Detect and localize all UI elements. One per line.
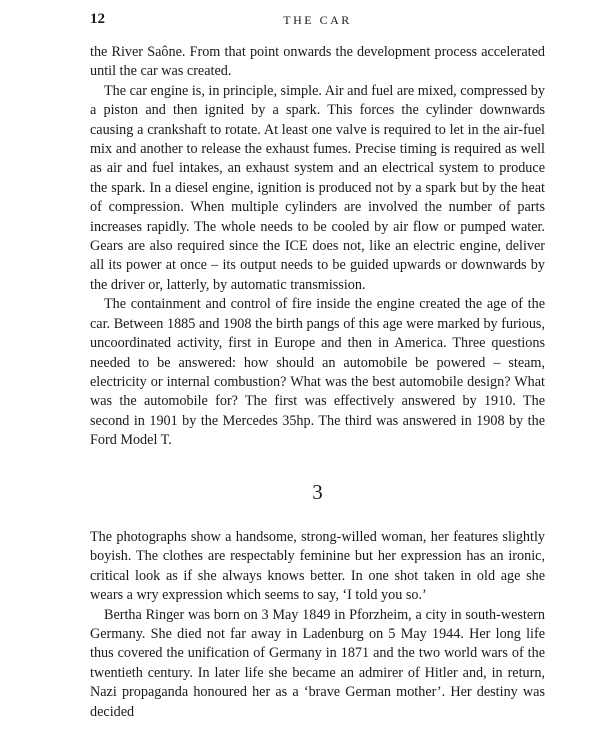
section-one-text	[90, 43, 545, 451]
paragraph: the River Saône. From that point onwards the development process accelerated until the car was created.	[90, 44, 545, 80]
page-header	[90, 11, 545, 31]
running-head: THE CAR	[283, 13, 352, 27]
page-number: 12	[90, 11, 105, 27]
section-number: 3	[312, 480, 323, 504]
paragraph: The containment and control of fire inside the engine created the age of the car. Between 1885 and 1908 the birth pangs of this age were marked by furious, uncoordinated activity, first in Europe and then in America. Three questions needed to be answered: how should an automobile be powered – steam, electricity or internal combustion? What was the best automobile design? What was the automobile for? The first was effectively answered by 1910. The second in 1901 by the Mercedes 35hp. The third was answered in 1908 by the Ford Model T.	[90, 296, 545, 449]
paragraph: The car engine is, in principle, simple. Air and fuel are mixed, compressed by a piston and then ignited by a spark. This forces the cylinder downwards causing a crankshaft to rotate. At least one valve is required to let in the air-fuel mix and another to release the exhaust fumes. Precise timing is required as well as air and fuel intakes, an exhaust system and an electrical system to produce the spark. In a diesel engine, ignition is produced not by a spark but by the heat of compression. When multiple cylinders are involved the number of parts increases rapidly. The whole needs to be cooled by air flow or pumped water. Gears are also required since the ICE does not, like an electric engine, deliver all its power at once – its output needs to be guided upwards or downwards by the driver or, latterly, by automatic transmission.	[90, 82, 545, 293]
paragraph: Bertha Ringer was born on 3 May 1849 in Pforzheim, a city in south-western Germany. She died not far away in Ladenburg on 5 May 1944. Her long life thus covered the unification of Germany in 1871 and the two world wars of the twentieth century. In later life she became an admirer of Hitler and, in return, Nazi propaganda honoured her as a ‘brave German mother’. Her destiny was decided	[90, 606, 545, 720]
paragraph: The photographs show a handsome, strong-willed woman, her features slightly boyish. The clothes are respectably feminine but her expression has an ironic, critical look as if she always knows better. In one shot taken in old age she wears a wry expression which seems to say, ‘I told you so.’	[90, 529, 545, 604]
section-two-text	[90, 528, 545, 722]
